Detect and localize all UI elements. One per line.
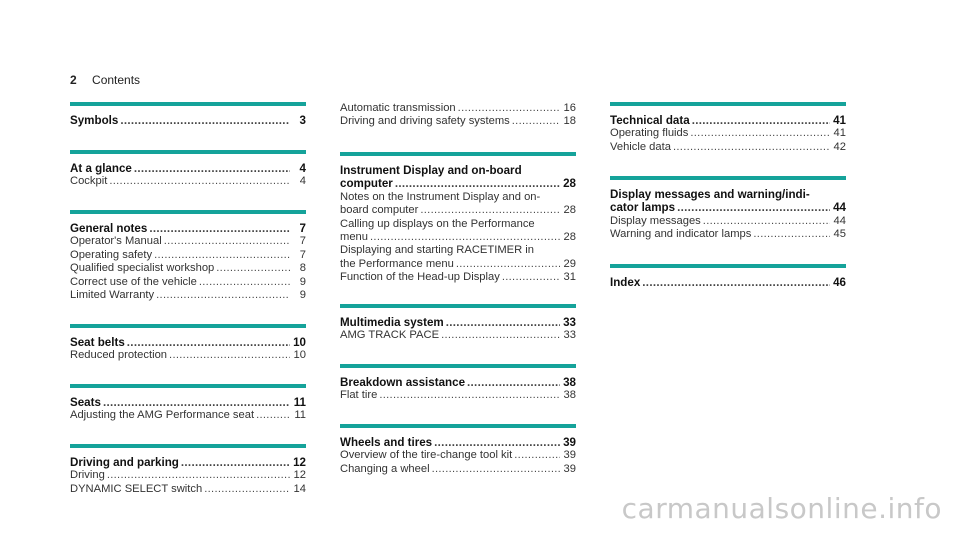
- toc-entry[interactable]: Limited Warranty ..... 9: [70, 289, 306, 302]
- toc-section-driving-parking: [70, 444, 306, 496]
- toc-entry[interactable]: Cockpit ..... 4: [70, 175, 306, 188]
- toc-heading[interactable]: Wheels and tires ..... 39: [340, 436, 576, 449]
- toc-heading[interactable]: Seat belts ..... 10: [70, 336, 306, 349]
- toc-heading[interactable]: Driving and parking ..... 12: [70, 456, 306, 469]
- toc-entry[interactable]: Function of the Head-up Display ..... 31: [340, 271, 576, 284]
- toc-entry[interactable]: Qualified specialist workshop ..... 8: [70, 262, 306, 275]
- toc-entry[interactable]: Flat tire ..... 38: [340, 389, 576, 402]
- toc-entry[interactable]: board computer ..... 28: [340, 204, 576, 217]
- toc-section-breakdown: [340, 364, 576, 422]
- page-header: [70, 73, 140, 87]
- toc-section-index: [610, 264, 846, 289]
- toc-entry[interactable]: Overview of the tire-change tool kit ..... 39: [340, 449, 576, 462]
- toc-entry[interactable]: DYNAMIC SELECT switch ..... 14: [70, 483, 306, 496]
- toc-section-technical-data: [610, 102, 846, 174]
- toc-entry[interactable]: Operator's Manual ..... 7: [70, 235, 306, 248]
- toc-entry[interactable]: Driving and driving safety systems ..... 18: [340, 115, 576, 128]
- toc-section-instrument-display: [340, 152, 576, 302]
- page-title: Contents: [92, 73, 141, 87]
- toc-entry[interactable]: Adjusting the AMG Performance seat ..... 11: [70, 409, 306, 422]
- toc-entry[interactable]: Changing a wheel ..... 39: [340, 463, 576, 476]
- toc-entry-line: Calling up displays on the Performance: [340, 217, 535, 230]
- page-number: 2: [70, 73, 77, 87]
- toc-heading[interactable]: General notes ..... 7: [70, 222, 306, 235]
- toc-heading[interactable]: computer ..... 28: [340, 177, 576, 190]
- toc-heading[interactable]: Multimedia system ..... 33: [340, 316, 576, 329]
- toc-section-general-notes: [70, 210, 306, 322]
- toc-entry[interactable]: Correct use of the vehicle ..... 9: [70, 276, 306, 289]
- toc-entry[interactable]: Driving ..... 12: [70, 469, 306, 482]
- toc-heading[interactable]: Breakdown assistance ..... 38: [340, 376, 576, 389]
- toc-heading[interactable]: Seats ..... 11: [70, 396, 306, 409]
- toc-heading[interactable]: Index ..... 46: [610, 276, 846, 289]
- toc-entry[interactable]: Reduced protection ..... 10: [70, 349, 306, 362]
- toc-heading[interactable]: At a glance ..... 4: [70, 162, 306, 175]
- toc-section-wheels: [340, 424, 576, 476]
- toc-section-display-messages: [610, 176, 846, 262]
- toc-entry[interactable]: AMG TRACK PACE ..... 33: [340, 329, 576, 342]
- toc-entry[interactable]: the Performance menu ..... 29: [340, 258, 576, 271]
- watermark: carmanualsonline.info: [621, 492, 942, 525]
- toc-heading[interactable]: cator lamps ..... 44: [610, 201, 846, 214]
- toc-heading-line: Instrument Display and on-board: [340, 164, 522, 177]
- toc-section-multimedia: [340, 304, 576, 362]
- toc-entry[interactable]: Display messages ..... 44: [610, 215, 846, 228]
- toc-entry[interactable]: menu ..... 28: [340, 231, 576, 244]
- toc-entry[interactable]: Operating safety ..... 7: [70, 249, 306, 262]
- toc-column-1: [70, 102, 306, 496]
- toc-section-seats: [70, 384, 306, 442]
- toc-section-symbols[interactable]: [70, 102, 306, 148]
- toc-heading[interactable]: Symbols ..... 3: [70, 114, 306, 127]
- toc-entry[interactable]: Vehicle data ..... 42: [610, 141, 846, 154]
- toc-section-at-a-glance: [70, 150, 306, 208]
- toc-entry[interactable]: Automatic transmission ..... 16: [340, 102, 576, 115]
- toc-entry-line: Displaying and starting RACETIMER in: [340, 244, 534, 257]
- toc-column-2: [340, 98, 576, 476]
- toc-entry[interactable]: Warning and indicator lamps ..... 45: [610, 228, 846, 241]
- toc-heading-line: Display messages and warning/indi-: [610, 188, 810, 201]
- toc-heading[interactable]: Technical data ..... 41: [610, 114, 846, 127]
- toc-section-seat-belts: [70, 324, 306, 382]
- toc-column-3: [610, 102, 846, 289]
- toc-section-continued: [340, 98, 576, 152]
- toc-entry[interactable]: Operating fluids ..... 41: [610, 127, 846, 140]
- toc-entry-line: Notes on the Instrument Display and on-: [340, 190, 541, 203]
